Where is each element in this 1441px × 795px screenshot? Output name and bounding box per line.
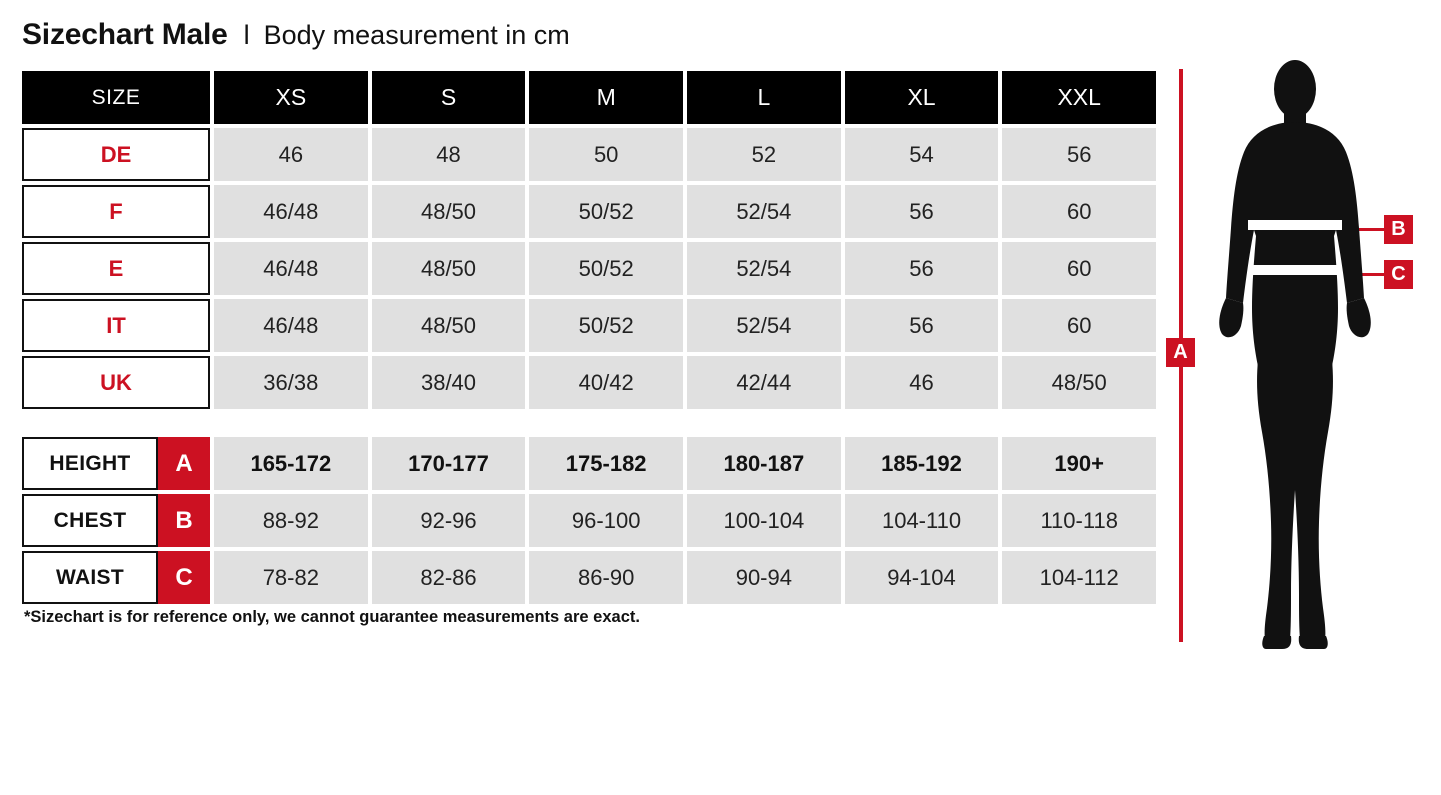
- footnote: *Sizechart is for reference only, we cannot guarantee measurements are exact.: [24, 608, 640, 626]
- body-figure: [1160, 60, 1430, 650]
- cell-uk-l: 42/44: [687, 356, 841, 409]
- cell-it-s: 48/50: [372, 299, 526, 352]
- cell-it-xl: 56: [845, 299, 999, 352]
- table-row: [22, 242, 1156, 295]
- measurement-name-waist: WAIST: [22, 551, 158, 604]
- cell-chest-m: 96-100: [529, 494, 683, 547]
- row-label-chest: [22, 494, 210, 547]
- table-header-row: [22, 71, 1156, 124]
- row-label-waist: [22, 551, 210, 604]
- table-group-divider: [22, 413, 1156, 437]
- cell-uk-m: 40/42: [529, 356, 683, 409]
- cell-de-s: 48: [372, 128, 526, 181]
- figure-tag-c: C: [1384, 260, 1413, 289]
- header-size-label: SIZE: [22, 71, 210, 124]
- table-row: [22, 437, 1156, 490]
- cell-waist-s: 82-86: [372, 551, 526, 604]
- cell-it-m: 50/52: [529, 299, 683, 352]
- cell-de-xl: 54: [845, 128, 999, 181]
- cell-height-m: 175-182: [529, 437, 683, 490]
- cell-waist-l: 90-94: [687, 551, 841, 604]
- cell-e-xl: 56: [845, 242, 999, 295]
- cell-e-m: 50/52: [529, 242, 683, 295]
- title-separator: l: [243, 20, 250, 50]
- cell-uk-s: 38/40: [372, 356, 526, 409]
- measurement-tag-c: C: [158, 551, 210, 604]
- measurement-name-height: HEIGHT: [22, 437, 158, 490]
- cell-height-xxl: 190+: [1002, 437, 1156, 490]
- cell-it-xs: 46/48: [214, 299, 368, 352]
- cell-waist-xs: 78-82: [214, 551, 368, 604]
- table-row: [22, 551, 1156, 604]
- cell-e-xs: 46/48: [214, 242, 368, 295]
- table-row: [22, 356, 1156, 409]
- cell-chest-xxl: 110-118: [1002, 494, 1156, 547]
- cell-f-m: 50/52: [529, 185, 683, 238]
- cell-chest-s: 92-96: [372, 494, 526, 547]
- cell-height-l: 180-187: [687, 437, 841, 490]
- cell-de-m: 50: [529, 128, 683, 181]
- measurement-name-chest: CHEST: [22, 494, 158, 547]
- page-title-main: Sizechart Male: [22, 18, 228, 51]
- cell-de-xs: 46: [214, 128, 368, 181]
- page-title-subtitle: Body measurement in cm: [263, 20, 570, 50]
- cell-e-xxl: 60: [1002, 242, 1156, 295]
- cell-it-l: 52/54: [687, 299, 841, 352]
- cell-e-l: 52/54: [687, 242, 841, 295]
- cell-height-xl: 185-192: [845, 437, 999, 490]
- row-label-f: F: [22, 185, 210, 238]
- figure-tag-a: A: [1166, 338, 1195, 367]
- cell-uk-xxl: 48/50: [1002, 356, 1156, 409]
- row-label-de: DE: [22, 128, 210, 181]
- male-body-silhouette-icon: [1200, 60, 1390, 650]
- cell-chest-xs: 88-92: [214, 494, 368, 547]
- cell-f-xl: 56: [845, 185, 999, 238]
- column-header-xxl: XXL: [1002, 71, 1156, 124]
- row-label-e: E: [22, 242, 210, 295]
- table-row: [22, 128, 1156, 181]
- cell-f-xs: 46/48: [214, 185, 368, 238]
- measurement-tag-b: B: [158, 494, 210, 547]
- column-header-xl: XL: [845, 71, 999, 124]
- cell-chest-xl: 104-110: [845, 494, 999, 547]
- row-label-uk: UK: [22, 356, 210, 409]
- column-header-s: S: [372, 71, 526, 124]
- row-label-it: IT: [22, 299, 210, 352]
- cell-e-s: 48/50: [372, 242, 526, 295]
- cell-uk-xs: 36/38: [214, 356, 368, 409]
- table-row: [22, 494, 1156, 547]
- cell-de-l: 52: [687, 128, 841, 181]
- cell-f-l: 52/54: [687, 185, 841, 238]
- cell-waist-xl: 94-104: [845, 551, 999, 604]
- figure-tag-b: B: [1384, 215, 1413, 244]
- cell-uk-xl: 46: [845, 356, 999, 409]
- sizechart-table: [22, 71, 1156, 604]
- cell-waist-m: 86-90: [529, 551, 683, 604]
- cell-waist-xxl: 104-112: [1002, 551, 1156, 604]
- cell-chest-l: 100-104: [687, 494, 841, 547]
- cell-f-xxl: 60: [1002, 185, 1156, 238]
- column-header-m: M: [529, 71, 683, 124]
- column-header-l: L: [687, 71, 841, 124]
- cell-height-xs: 165-172: [214, 437, 368, 490]
- cell-f-s: 48/50: [372, 185, 526, 238]
- row-label-height: [22, 437, 210, 490]
- cell-height-s: 170-177: [372, 437, 526, 490]
- table-row: [22, 299, 1156, 352]
- measurement-tag-a: A: [158, 437, 210, 490]
- cell-it-xxl: 60: [1002, 299, 1156, 352]
- table-row: [22, 185, 1156, 238]
- cell-de-xxl: 56: [1002, 128, 1156, 181]
- column-header-xs: XS: [214, 71, 368, 124]
- page-title: [22, 18, 570, 52]
